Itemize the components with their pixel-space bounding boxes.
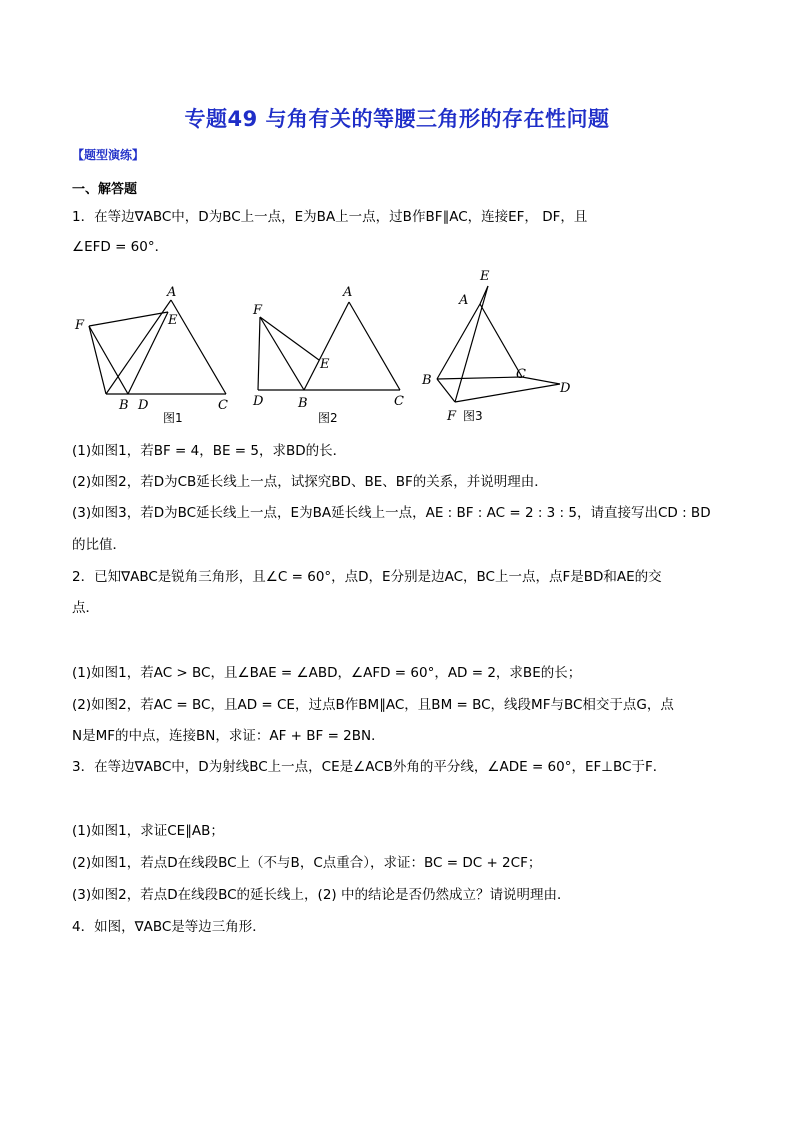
problem-3-question-3: (3)如图2，若点D在线段BC的延长线上，(2) 中的结论是否仍然成立？请说明理由． — [72, 887, 571, 903]
fig1-label-c: C — [218, 398, 228, 413]
fig2-segment-fe — [260, 317, 319, 360]
fig2-caption: 图2 — [318, 411, 338, 425]
fig2-label-d: D — [253, 394, 264, 409]
fig3-label-d: D — [560, 381, 571, 396]
problem-4-text: 4．如图，∇ABC是等边三角形． — [72, 919, 266, 935]
fig1-segment-fd — [89, 326, 128, 394]
fig2-label-f: F — [253, 303, 263, 318]
fig2-label-c: C — [394, 394, 404, 409]
problem-3-question-1: (1)如图1，求证CE∥AB； — [72, 823, 224, 839]
fig3-caption: 图3 — [463, 409, 483, 423]
problem-1-figures — [60, 262, 620, 434]
fig3-label-a: A — [459, 293, 469, 308]
fig3-segment-cd — [522, 377, 560, 384]
problem-2-text: 2．已知∇ABC是锐角三角形，且∠C = 60°，点D，E分别是边AC，BC上一点，点F是BD和AE的交 — [72, 569, 662, 585]
fig1-label-f: F — [75, 318, 85, 333]
fig2-segment-ca — [349, 302, 400, 390]
fig1-segment-ab — [106, 300, 171, 394]
fig2-label-e: E — [320, 357, 330, 372]
problem-3-text: 3．在等边∇ABC中，D为射线BC上一点，CE是∠ACB外角的平分线，∠ADE = 60°，EF⊥BC于F． — [72, 759, 667, 775]
fig3-label-b: B — [422, 373, 432, 388]
fig3-segment-fb — [437, 379, 455, 402]
fig1-segment-fe — [89, 312, 168, 326]
problem-2-question-2-cont: N是MF的中点，连接BN，求证：AF + BF = 2BN． — [72, 728, 385, 744]
fig1-label-b: B — [119, 398, 129, 413]
fig2-label-b: B — [298, 396, 308, 411]
fig1-label-a: A — [167, 285, 177, 300]
fig3-label-c: C — [516, 367, 526, 382]
section-tag: 【题型演练】 — [72, 148, 145, 162]
problem-2-question-1: (1)如图1，若AC > BC，且∠BAE = ∠ABD，∠AFD = 60°，AD = 2，求BE的长； — [72, 665, 582, 681]
problem-1-question-2: (2)如图2，若D为CB延长线上一点，试探究BD、BE、BF的关系，并说明理由． — [72, 474, 548, 490]
problem-1-question-3-cont: 的比值． — [72, 537, 126, 553]
fig2-segment-ab — [304, 302, 349, 390]
page-title: 专题49 与角有关的等腰三角形的存在性问题 — [184, 107, 610, 131]
fig2-segment-fb — [260, 317, 304, 390]
problem-3-question-2: (2)如图1，若点D在线段BC上（不与B，C点重合），求证：BC = DC + 2CF； — [72, 855, 542, 871]
fig3-label-f: F — [447, 409, 457, 424]
problem-1-condition: ∠EFD = 60°． — [72, 239, 169, 255]
problem-2-text-cont: 点． — [72, 600, 99, 616]
problem-1-text: 1．在等边∇ABC中，D为BC上一点，E为BA上一点，过B作BF∥AC，连接EF， DF，且 — [72, 209, 588, 225]
problem-2-question-2: (2)如图2，若AC = BC，且AD = CE，过点B作BM∥AC，且BM = BC，线段MF与BC相交于点G，点 — [72, 697, 674, 713]
fig1-label-e: E — [168, 313, 178, 328]
fig3-segment-ba — [437, 304, 480, 379]
fig3-segment-bc — [437, 377, 522, 379]
fig1-label-d: D — [138, 398, 149, 413]
fig3-label-e: E — [480, 269, 490, 284]
fig3-segment-fd — [455, 384, 560, 402]
fig1-segment-ca — [171, 300, 226, 394]
fig1-caption: 图1 — [163, 411, 183, 425]
fig2-label-a: A — [343, 285, 353, 300]
fig1-segment-fb — [89, 326, 106, 394]
geometry-figures — [60, 262, 620, 430]
fig2-segment-fd — [258, 317, 260, 390]
section-heading: 一、解答题 — [72, 182, 138, 197]
problem-1-question-3: (3)如图3，若D为BC延长线上一点，E为BA延长线上一点，AE : BF : AC = 2 : 3 : 5，请直接写出CD : BD — [72, 505, 711, 521]
problem-1-question-1: (1)如图1，若BF = 4，BE = 5，求BD的长． — [72, 443, 347, 459]
